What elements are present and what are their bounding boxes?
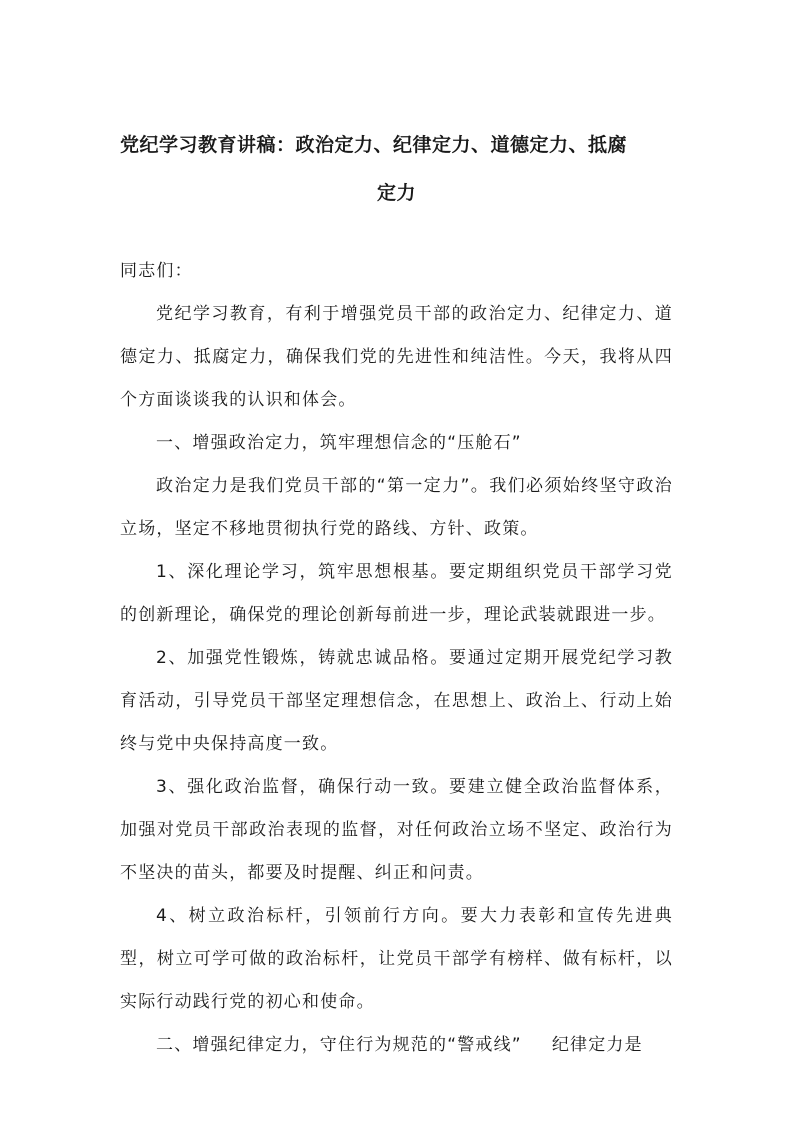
intro-paragraph: 党纪学习教育，有利于增强党员干部的政治定力、纪律定力、道德定力、抵腐定力，确保我们党的先进性和纯洁性。今天，我将从四个方面谈谈我的认识和体会。 — [120, 304, 673, 410]
salutation: 同志们： — [120, 261, 193, 281]
point-3-paragraph: 3、强化政治监督，确保行动一致。要建立健全政治监督体系，加强对党员干部政治表现的监督，对任何政治立场不坚定、政治行为不坚决的苗头，都要及时提醒、纠正和问责。 — [120, 777, 673, 883]
point-2-paragraph: 2、加强党性锻炼，铸就忠诚品格。要通过定期开展党纪学习教育活动，引导党员干部坚定理想信念，在思想上、政治上、行动上始终与党中央保持高度一致。 — [120, 648, 673, 754]
section-1-paragraph: 政治定力是我们党员干部的“第一定力”。我们必须始终坚守政治立场，坚定不移地贯彻执行党的路线、方针、政策。 — [120, 476, 673, 539]
section-heading-2: 二、增强纪律定力，守住行为规范的“警戒线” — [156, 1035, 522, 1055]
point-1-paragraph: 1、深化理论学习，筑牢思想根基。要定期组织党员干部学习党的创新理论，确保党的理论创新每前进一步，理论武装就跟进一步。 — [120, 562, 673, 625]
section-2-continuation: 纪律定力是 — [551, 1035, 643, 1055]
section-heading-1: 一、增强政治定力，筑牢理想信念的“压舱石” — [156, 433, 522, 453]
document-body — [120, 250, 673, 1067]
point-4-paragraph: 4、树立政治标杆，引领前行方向。要大力表彰和宣传先进典型，树立可学可做的政治标杆，让党员干部学有榜样、做有标杆，以实际行动践行党的初心和使命。 — [120, 906, 673, 1012]
document-title-line-2: 定力 — [376, 182, 416, 204]
document-title-line-1: 党纪学习教育讲稿：政治定力、纪律定力、道德定力、抵腐 — [120, 134, 628, 156]
section-heading-2-line — [120, 1024, 673, 1067]
